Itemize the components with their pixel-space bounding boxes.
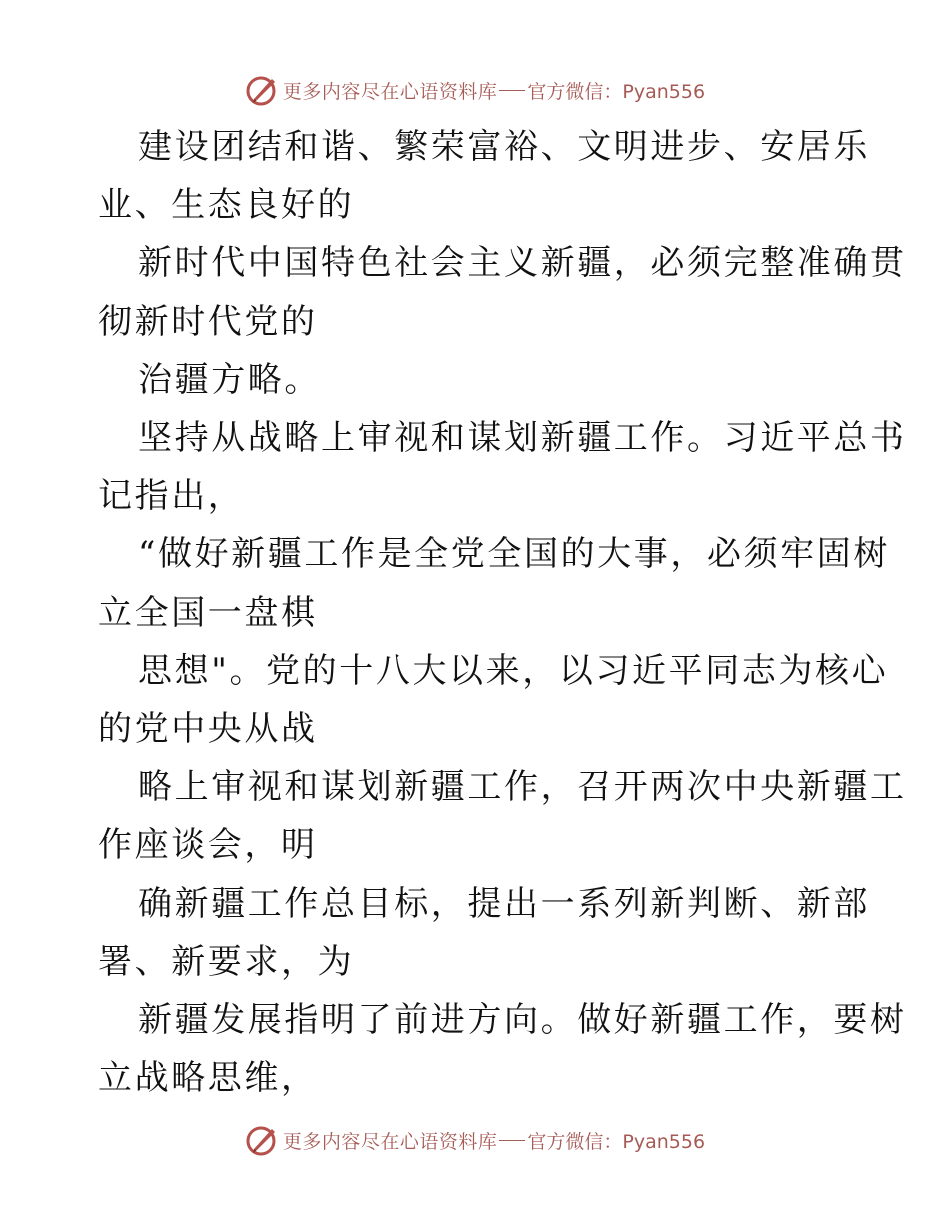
paragraph-line: 确新疆工作总目标，提出一系列新判断、新部	[138, 883, 870, 924]
paragraph-line: 的党中央从战	[98, 709, 318, 750]
paragraph-line: 记指出，	[98, 476, 245, 517]
banner-dash	[499, 1140, 525, 1141]
paragraph-line: 坚持从战略上审视和谋划新疆工作。习近平总书	[138, 418, 907, 459]
banner-wechat-text: 官方微信：Pyan556	[527, 1130, 706, 1153]
banner-wechat-text: 官方微信：Pyan556	[527, 80, 706, 103]
paragraph-line: 新疆发展指明了前进方向。做好新疆工作，要树	[138, 1000, 907, 1041]
paragraph	[98, 409, 907, 525]
paragraph-line: 业、生态良好的	[98, 185, 355, 226]
paragraph-line: 作座谈会，明	[98, 825, 318, 866]
paragraph	[98, 991, 907, 1107]
paragraph-line: 思想"。党的十八大以来，以习近平同志为核心	[138, 650, 889, 691]
paragraph-line: 治疆方略。	[138, 359, 321, 400]
quill-logo-icon	[245, 73, 279, 107]
paragraph	[98, 351, 858, 409]
footer-banner	[0, 1120, 950, 1160]
document-body	[98, 118, 907, 1107]
paragraph	[98, 234, 907, 350]
banner-main-text: 更多内容尽在心语资料库	[282, 1130, 498, 1153]
paragraph	[98, 642, 889, 758]
header-banner	[0, 70, 950, 110]
paragraph-line: 略上审视和谋划新疆工作，召开两次中央新疆工	[138, 767, 907, 808]
paragraph-line: 彻新时代党的	[98, 301, 318, 342]
paragraph	[98, 525, 890, 641]
paragraph-line: 建设团结和谐、繁荣富裕、文明进步、安居乐	[138, 127, 870, 167]
quill-logo-icon	[245, 1123, 279, 1157]
paragraph-line: 新时代中国特色社会主义新疆，必须完整准确贯	[138, 243, 907, 284]
paragraph	[98, 875, 870, 991]
banner-dash	[499, 90, 525, 91]
banner-main-text: 更多内容尽在心语资料库	[282, 80, 498, 103]
paragraph-line: 立全国一盘棋	[98, 592, 318, 633]
paragraph-line: “做好新疆工作是全党全国的大事，必须牢固树	[138, 534, 890, 575]
paragraph-line: 立战略思维，	[98, 1058, 318, 1099]
paragraph	[98, 758, 907, 874]
paragraph-line: 署、新要求，为	[98, 941, 355, 982]
paragraph	[98, 118, 870, 234]
